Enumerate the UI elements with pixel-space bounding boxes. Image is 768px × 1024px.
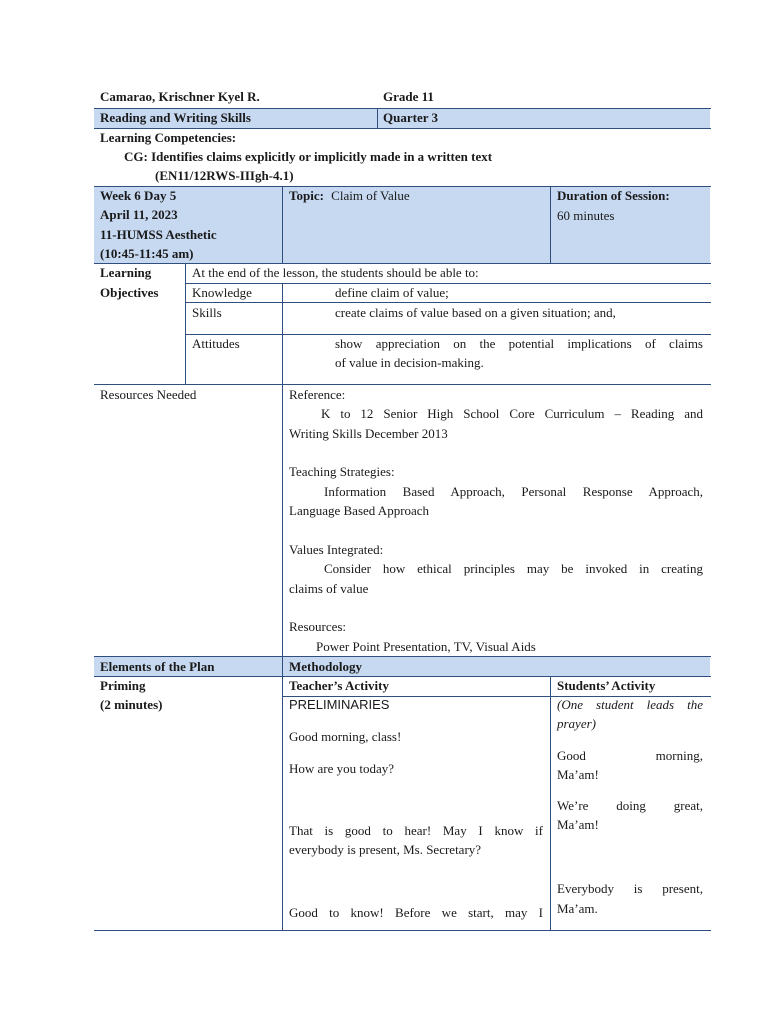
values-line1: Consider how ethical principles may be invoked in creating [324,561,703,576]
strategies-line2: Language Based Approach [289,503,430,518]
week-day: Week 6 Day 5 [100,188,177,203]
rule [282,384,283,931]
strategies-label: Teaching Strategies: [289,464,395,479]
students-doing-great-line2: Ma’am! [557,817,599,832]
topic-label: Topic: [289,188,324,203]
students-good-morning-line1: Good morning, [557,748,703,763]
values-label: Values Integrated: [289,542,384,557]
rule [94,930,711,931]
objective-text-attitudes-line1: show appreciation on the potential implications of claims [335,336,703,351]
students-good-morning-line2: Ma’am! [557,767,599,782]
topic-value: Claim of Value [331,188,410,203]
phase-time: (2 minutes) [100,697,163,712]
competencies-heading: Learning Competencies: [100,130,237,145]
values-line2: claims of value [289,581,369,596]
resources-value: Power Point Presentation, TV, Visual Aids [316,639,536,654]
students-activity-header: Students’ Activity [557,678,656,693]
class-section: 11-HUMSS Aesthetic [100,227,217,242]
session-date: April 11, 2023 [100,207,178,222]
objectives-intro: At the end of the lesson, the students should be able to: [192,265,479,280]
topic [289,186,410,206]
objectives-label-line2: Objectives [100,285,159,300]
session-time: (10:45-11:45 am) [100,246,194,261]
objective-domain-attitudes: Attitudes [192,336,240,351]
elements-header: Elements of the Plan [100,659,215,674]
teacher-how-are-you: How are you today? [289,761,395,776]
objective-text-skills: create claims of value based on a given situation; and, [335,305,616,320]
duration-value: 60 minutes [557,208,615,223]
strategies-line1: Information Based Approach, Personal Response Approach, [324,484,703,499]
rule [550,186,551,264]
objective-domain-skills: Skills [192,305,222,320]
rule [282,283,283,385]
phase-name: Priming [100,678,146,693]
teacher-name: Camarao, Krischner Kyel R. [100,89,260,104]
grade-level: Grade 11 [383,89,434,104]
objective-text-knowledge: define claim of value; [335,285,449,300]
teacher-greeting: Good morning, class! [289,729,402,744]
subject-name: Reading and Writing Skills [100,110,251,125]
teacher-good-to-hear-line1: That is good to hear! May I know if [289,823,543,838]
rule [185,263,186,385]
rule [550,676,551,931]
students-present-line2: Ma’am. [557,901,598,916]
reference-line1: K to 12 Senior High School Core Curriculum – Reading and [321,406,703,421]
objective-text-attitudes-line2: of value in decision-making. [335,355,484,370]
students-prayer-line1: (One student leads the [557,697,703,712]
competency-cg: CG: Identifies claims explicitly or implicitly made in a written text [124,149,493,164]
resources-sub-label: Resources: [289,619,347,634]
students-doing-great-line1: We’re doing great, [557,798,703,813]
students-present-line1: Everybody is present, [557,881,703,896]
reference-label: Reference: [289,387,346,402]
competency-code: (EN11/12RWS-IIIgh-4.1) [155,168,294,183]
objective-domain-knowledge: Knowledge [192,285,252,300]
methodology-header: Methodology [289,659,362,674]
rule [282,186,283,264]
teacher-activity-header: Teacher’s Activity [289,678,390,693]
objectives-label-line1: Learning [100,265,152,280]
teacher-preliminaries: PRELIMINARIES [289,697,390,712]
teacher-before-start: Good to know! Before we start, may I [289,905,543,920]
students-prayer-line2: prayer) [557,716,596,731]
rule [377,108,378,129]
quarter: Quarter 3 [383,110,438,125]
reference-line2: Writing Skills December 2013 [289,426,448,441]
duration-label: Duration of Session: [557,188,670,203]
teacher-good-to-hear-line2: everybody is present, Ms. Secretary? [289,842,482,857]
resources-label: Resources Needed [100,387,197,402]
